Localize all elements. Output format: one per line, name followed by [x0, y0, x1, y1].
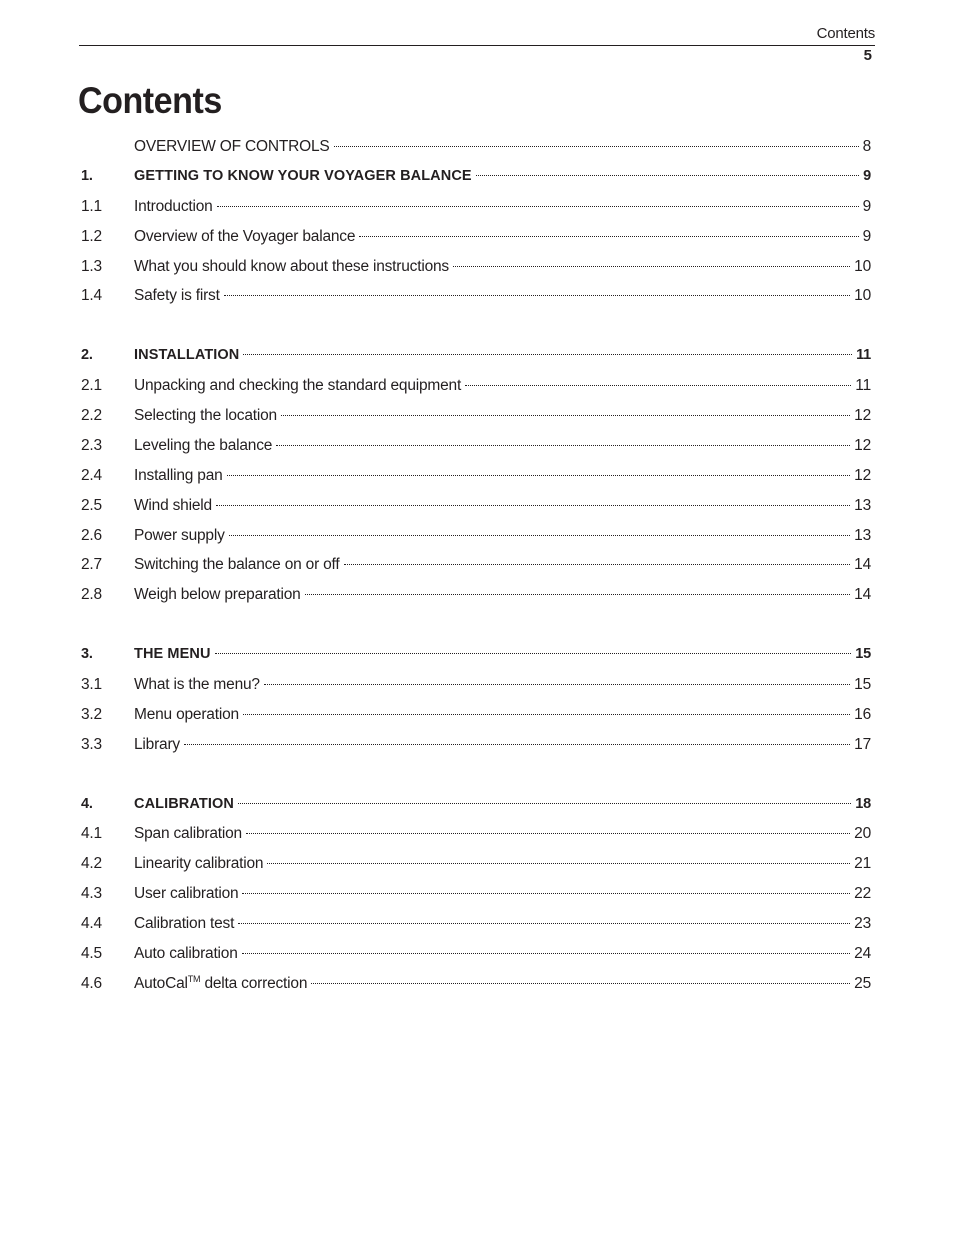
toc-entry-page: 23: [854, 915, 871, 933]
toc-entry-title: Switching the balance on or off: [134, 556, 340, 574]
toc-entry[interactable]: [81, 527, 871, 557]
toc-entry-page: 10: [854, 287, 871, 305]
toc-entry-page: 12: [854, 436, 871, 454]
toc-entry-page: 25: [854, 974, 871, 992]
toc-entry-number: 2.4: [81, 466, 102, 484]
toc-chapter-entry[interactable]: [81, 347, 871, 377]
toc-entry[interactable]: [81, 556, 871, 586]
toc-entry-page: 9: [862, 197, 871, 215]
toc-entry[interactable]: [81, 138, 871, 168]
toc-entry-number: 1.3: [81, 257, 102, 275]
toc-entry[interactable]: [81, 287, 871, 317]
toc-entry[interactable]: [81, 228, 871, 258]
toc-entry-title: Installing pan: [134, 466, 223, 484]
dot-leader: [224, 295, 850, 296]
dot-leader: [334, 146, 859, 147]
toc-entry-title: Wind shield: [134, 496, 212, 514]
toc-entry-title: What is the menu?: [134, 676, 260, 694]
toc-entry-title: Leveling the balance: [134, 436, 273, 454]
toc-entry-title: Unpacking and checking the standard equipment: [134, 377, 462, 395]
toc-entry[interactable]: [81, 706, 871, 736]
toc-entry[interactable]: [81, 437, 871, 467]
dot-leader: [344, 564, 851, 565]
toc-entry-page: 13: [854, 526, 871, 544]
toc-entry-page: 13: [854, 496, 871, 514]
toc-entry-page: 22: [854, 885, 871, 903]
toc-entry-number: 2.: [81, 347, 93, 364]
dot-leader: [305, 594, 851, 595]
toc-entry-title: User calibration: [134, 885, 239, 903]
toc-entry-title: Linearity calibration: [134, 855, 264, 873]
toc-entry-title: GETTING TO KNOW YOUR VOYAGER BALANCE: [134, 167, 472, 184]
toc-entry-number: 2.6: [81, 526, 102, 544]
toc-chapter-entry[interactable]: [81, 796, 871, 826]
toc-entry-page: 14: [854, 556, 871, 574]
toc-entry[interactable]: [81, 497, 871, 527]
dot-leader: [281, 415, 850, 416]
toc-entry-number: 3.3: [81, 735, 102, 753]
toc-entry-page: 9: [863, 167, 871, 184]
toc-entry-title: Weigh below preparation: [134, 586, 301, 604]
toc-entry[interactable]: [81, 945, 871, 975]
toc-entry-title: OVERVIEW OF CONTROLS: [134, 138, 330, 155]
dot-leader: [215, 653, 852, 654]
toc-entry-title: Library: [134, 735, 180, 753]
toc-entry-page: 8: [862, 138, 871, 155]
header-rule: [79, 45, 875, 46]
toc-entry-number: 4.4: [81, 915, 102, 933]
dot-leader: [359, 236, 858, 237]
dot-leader: [227, 475, 851, 476]
toc-entry-number: 3.2: [81, 705, 102, 723]
toc-entry-title: Auto calibration: [134, 945, 238, 963]
toc-entry[interactable]: [81, 825, 871, 855]
toc-entry-title: Overview of the Voyager balance: [134, 227, 356, 245]
toc-entry-number: 2.1: [81, 377, 102, 395]
dot-leader: [184, 744, 850, 745]
toc-entry-number: 2.7: [81, 556, 102, 574]
toc-entry[interactable]: [81, 676, 871, 706]
dot-leader: [238, 923, 850, 924]
toc-entry-number: 4.5: [81, 945, 102, 963]
toc-entry-number: 1.: [81, 167, 93, 184]
dot-leader: [229, 535, 851, 536]
page-number: 5: [863, 47, 872, 64]
toc-entry-number: 4.6: [81, 974, 102, 992]
dot-leader: [243, 714, 850, 715]
toc-entry-number: 4.1: [81, 825, 102, 843]
toc-entry-title: What you should know about these instructions: [134, 257, 449, 275]
dot-leader: [476, 175, 859, 176]
dot-leader: [238, 803, 851, 804]
toc-section-gap: [81, 317, 871, 347]
toc-entry-number: 2.2: [81, 407, 102, 425]
toc-entry-page: 24: [854, 945, 871, 963]
toc-entry-title-text: delta correction: [200, 974, 308, 992]
dot-leader: [243, 354, 852, 355]
toc-entry-page: 11: [855, 377, 871, 395]
toc-entry-page: 15: [854, 676, 871, 694]
toc-entry-page: 12: [854, 466, 871, 484]
table-of-contents: [81, 138, 871, 1005]
page-title: Contents: [78, 80, 222, 121]
toc-entry-number: 3.1: [81, 676, 102, 694]
running-header: Contents: [816, 25, 875, 42]
toc-entry[interactable]: [81, 377, 871, 407]
toc-entry-number: 2.3: [81, 436, 102, 454]
toc-entry-title: THE MENU: [134, 646, 211, 663]
toc-entry-number: 1.1: [81, 197, 102, 215]
toc-entry-title-text: AutoCal: [134, 974, 188, 992]
toc-entry-title: CALIBRATION: [134, 795, 234, 812]
toc-entry-title: Safety is first: [134, 287, 220, 305]
toc-entry-page: 9: [862, 227, 871, 245]
toc-entry[interactable]: [81, 915, 871, 945]
toc-entry-number: 4.: [81, 795, 93, 812]
toc-entry[interactable]: [81, 586, 871, 616]
dot-leader: [246, 833, 850, 834]
toc-entry-number: 4.3: [81, 885, 102, 903]
dot-leader: [465, 385, 851, 386]
toc-entry-page: 12: [854, 407, 871, 425]
toc-entry-number: 2.8: [81, 586, 102, 604]
toc-entry[interactable]: [81, 736, 871, 766]
toc-entry-title: Span calibration: [134, 825, 242, 843]
toc-entry-title: [134, 975, 307, 993]
toc-entry-number: 1.2: [81, 227, 102, 245]
toc-entry[interactable]: [81, 258, 871, 288]
toc-section-gap: [81, 766, 871, 796]
toc-entry-number: 1.4: [81, 287, 102, 305]
toc-entry[interactable]: [81, 467, 871, 497]
toc-entry-page: 18: [855, 795, 871, 812]
toc-entry-number: 3.: [81, 646, 93, 663]
toc-entry-page: 16: [854, 705, 871, 723]
dot-leader: [242, 953, 851, 954]
toc-entry-title: Menu operation: [134, 705, 239, 723]
toc-entry-number: 2.5: [81, 496, 102, 514]
toc-entry-title: Introduction: [134, 197, 213, 215]
trademark-symbol: TM: [187, 973, 201, 984]
toc-entry-page: 21: [854, 855, 871, 873]
toc-entry-title: Selecting the location: [134, 407, 277, 425]
dot-leader: [216, 505, 850, 506]
toc-entry-page: 17: [854, 735, 871, 753]
toc-chapter-entry[interactable]: [81, 646, 871, 676]
toc-entry-page: 14: [854, 586, 871, 604]
toc-entry-number: 4.2: [81, 855, 102, 873]
dot-leader: [276, 445, 850, 446]
toc-entry-page: 20: [854, 825, 871, 843]
toc-entry[interactable]: [81, 975, 871, 1005]
toc-entry-page: 11: [856, 347, 871, 364]
dot-leader: [264, 684, 850, 685]
dot-leader: [242, 893, 850, 894]
toc-entry[interactable]: [81, 855, 871, 885]
toc-entry[interactable]: [81, 198, 871, 228]
toc-entry[interactable]: [81, 885, 871, 915]
toc-entry-page: 10: [854, 257, 871, 275]
dot-leader: [453, 266, 850, 267]
toc-entry-title: Calibration test: [134, 915, 235, 933]
dot-leader: [217, 206, 859, 207]
toc-chapter-entry[interactable]: [81, 168, 871, 198]
toc-entry[interactable]: [81, 407, 871, 437]
dot-leader: [267, 863, 850, 864]
toc-entry-title: Power supply: [134, 526, 225, 544]
dot-leader: [311, 983, 850, 984]
toc-entry-title: INSTALLATION: [134, 347, 240, 364]
toc-section-gap: [81, 616, 871, 646]
toc-entry-page: 15: [855, 646, 871, 663]
